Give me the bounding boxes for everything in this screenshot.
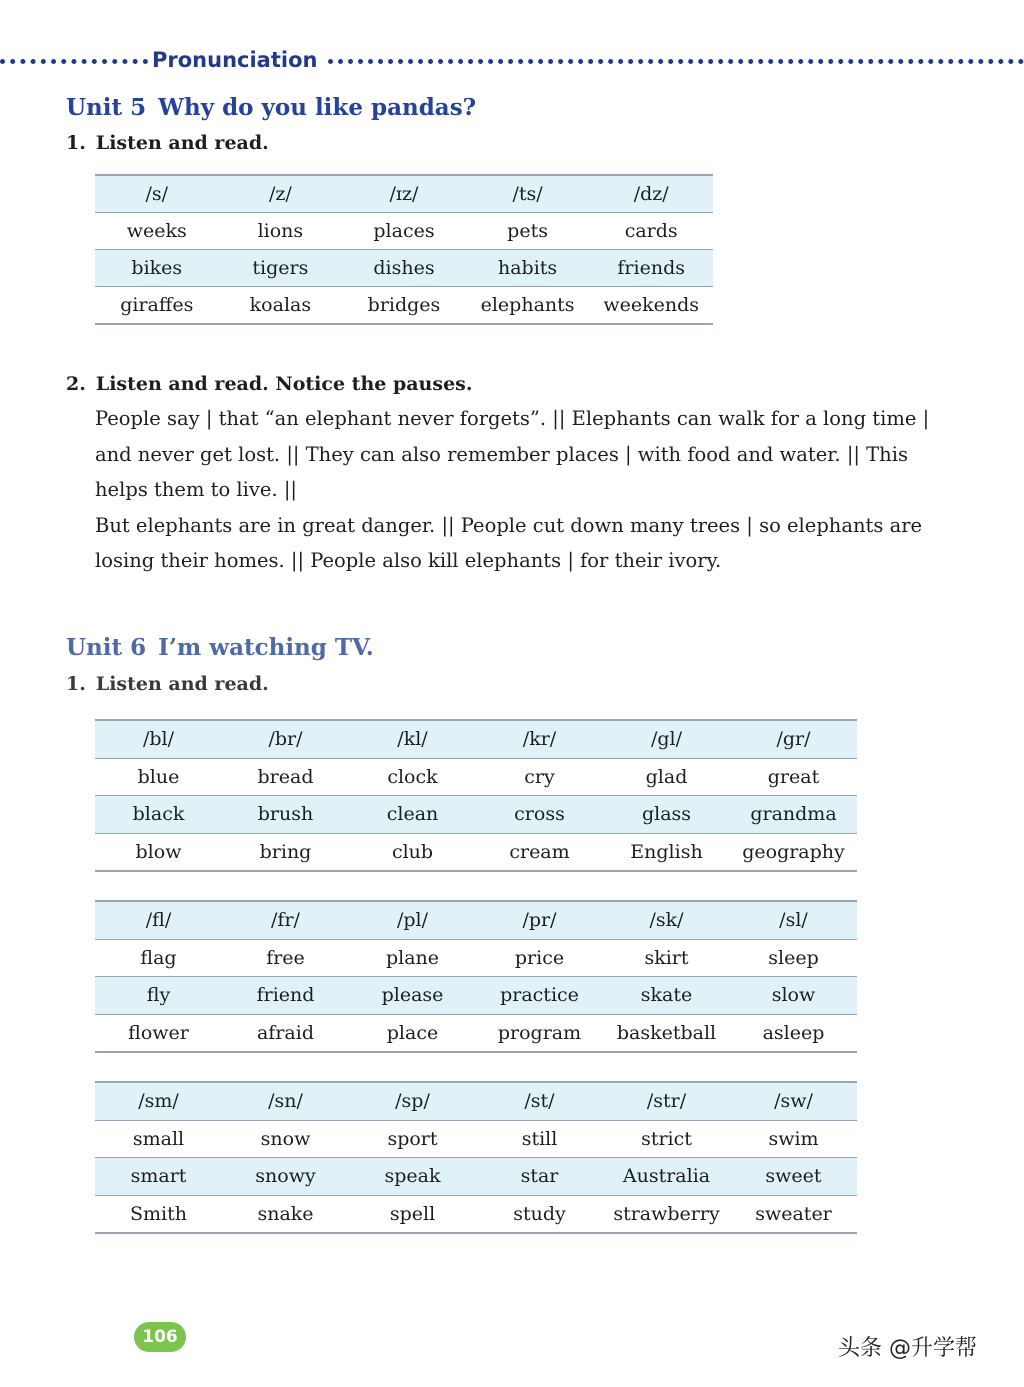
sound-symbol: /dz/ (589, 175, 713, 213)
word-row (95, 1158, 857, 1196)
example-word: glad (603, 758, 730, 796)
sound-symbol: /br/ (222, 720, 349, 758)
example-word: tigers (219, 250, 343, 287)
sound-symbol: /ɪz/ (342, 175, 466, 213)
sound-symbol: /pr/ (476, 901, 603, 939)
example-word: bridges (367, 294, 441, 316)
unit6-heading (66, 633, 374, 663)
sound-header-row (95, 720, 857, 758)
sound-symbol: /pl/ (349, 901, 476, 939)
sound-symbol: /bl/ (95, 720, 222, 758)
example-word: cry (476, 758, 603, 796)
example-word: geography (742, 840, 845, 863)
reading-passage (95, 401, 965, 579)
example-word: star (476, 1158, 603, 1196)
sound-symbol: /z/ (219, 175, 343, 213)
unit5-title: Why do you like pandas? (158, 94, 477, 121)
word-row (95, 758, 857, 796)
example-word: bread (222, 758, 349, 796)
example-word: cross (476, 796, 603, 834)
example-word: weekends (603, 294, 700, 316)
unit5-task2 (66, 372, 472, 396)
example-word: elephants (480, 294, 575, 316)
example-word: Smith (130, 1202, 187, 1225)
task-number: 1. (66, 673, 86, 695)
example-word: speak (349, 1158, 476, 1196)
example-word: dishes (342, 250, 466, 287)
sound-header-row (95, 901, 857, 939)
example-word: clean (349, 796, 476, 834)
sound-symbol: /sp/ (349, 1082, 476, 1120)
example-word: sport (349, 1120, 476, 1158)
example-word: smart (95, 1158, 222, 1196)
example-word: strict (603, 1120, 730, 1158)
example-word: lions (219, 213, 343, 250)
passage-paragraph-2: But elephants are in great danger. || People cut down many trees | so elephants are losing their homes. || People also kill elephants | for their ivory. (95, 513, 923, 572)
example-word: practice (476, 977, 603, 1015)
example-word: fly (95, 977, 222, 1015)
example-word: snow (222, 1120, 349, 1158)
unit6-sound-table-2 (95, 900, 857, 1053)
word-row (95, 1195, 857, 1233)
section-title: Pronunciation (152, 48, 318, 72)
sound-symbol: /sk/ (603, 901, 730, 939)
task-instruction: Listen and read. Notice the pauses. (95, 373, 473, 395)
unit5-heading (66, 93, 476, 123)
word-row (95, 796, 857, 834)
sound-symbol: /ts/ (466, 175, 590, 213)
example-word: still (476, 1120, 603, 1158)
sound-symbol: /sm/ (95, 1082, 222, 1120)
task-number: 2. (66, 373, 86, 395)
sound-symbol: /fl/ (95, 901, 222, 939)
sound-header-row (95, 1082, 857, 1120)
task-instruction: Listen and read. (95, 673, 269, 695)
example-word: spell (389, 1202, 436, 1225)
example-word: places (342, 213, 466, 250)
example-word: free (222, 939, 349, 977)
word-row (95, 833, 857, 871)
sound-symbol: /kl/ (349, 720, 476, 758)
example-word: slow (730, 977, 857, 1015)
example-word: sweet (730, 1158, 857, 1196)
example-word: sweater (755, 1202, 832, 1225)
unit6-sound-table-3 (95, 1081, 857, 1234)
example-word: swim (730, 1120, 857, 1158)
example-word: flower (128, 1021, 189, 1044)
word-row (95, 213, 713, 250)
example-word: skate (603, 977, 730, 1015)
sound-symbol: /str/ (603, 1082, 730, 1120)
sound-symbol: /s/ (95, 175, 219, 213)
example-word: koalas (249, 294, 312, 316)
unit6-number: Unit 6 (66, 634, 147, 661)
unit5-task1 (66, 131, 269, 155)
sound-symbol: /sn/ (222, 1082, 349, 1120)
example-word: study (513, 1202, 566, 1225)
example-word: weeks (95, 213, 219, 250)
watermark: 头条 @升学帮 (838, 1336, 977, 1361)
example-word: cream (509, 840, 570, 863)
word-row (95, 1014, 857, 1052)
example-word: friends (589, 250, 713, 287)
example-word: club (391, 840, 434, 863)
example-word: sleep (730, 939, 857, 977)
page-number-badge: 106 (134, 1322, 186, 1352)
word-row (95, 977, 857, 1015)
example-word: snowy (222, 1158, 349, 1196)
sound-symbol: /kr/ (476, 720, 603, 758)
example-word: basketball (616, 1021, 717, 1044)
sound-symbol: /fr/ (222, 901, 349, 939)
example-word: great (730, 758, 857, 796)
sound-symbol: /gr/ (730, 720, 857, 758)
example-word: cards (589, 213, 713, 250)
sound-symbol: /st/ (476, 1082, 603, 1120)
example-word: blow (135, 840, 182, 863)
unit6-title: I’m watching TV. (158, 634, 374, 661)
example-word: habits (466, 250, 590, 287)
example-word: glass (603, 796, 730, 834)
example-word: skirt (603, 939, 730, 977)
example-word: English (630, 840, 703, 863)
example-word: pets (466, 213, 590, 250)
example-word: giraffes (120, 294, 194, 316)
example-word: asleep (762, 1021, 825, 1044)
unit6-sound-table-1 (95, 719, 857, 872)
sound-symbol: /sw/ (730, 1082, 857, 1120)
sound-symbol: /gl/ (603, 720, 730, 758)
example-word: bring (259, 840, 312, 863)
example-word: brush (222, 796, 349, 834)
example-word: program (497, 1021, 582, 1044)
example-word: Australia (603, 1158, 730, 1196)
word-row (95, 1120, 857, 1158)
unit5-sound-table (95, 174, 713, 325)
example-word: afraid (256, 1021, 314, 1044)
example-word: plane (349, 939, 476, 977)
word-row (95, 287, 713, 325)
banner-dots-left (0, 59, 148, 64)
unit5-number: Unit 5 (66, 94, 147, 121)
sound-header-row (95, 175, 713, 213)
example-word: price (476, 939, 603, 977)
example-word: grandma (730, 796, 857, 834)
example-word: place (386, 1021, 439, 1044)
example-word: clock (349, 758, 476, 796)
task-instruction: Listen and read. (95, 132, 269, 154)
example-word: please (349, 977, 476, 1015)
banner-dots-right (328, 59, 1024, 64)
word-row (95, 939, 857, 977)
example-word: snake (257, 1202, 314, 1225)
sound-symbol: /sl/ (730, 901, 857, 939)
passage-paragraph-1: People say | that “an elephant never forgets”. || Elephants can walk for a long time | and never get lost. || They can also remember places | with food and water. || This helps them to live. || (95, 407, 930, 501)
example-word: blue (95, 758, 222, 796)
example-word: bikes (95, 250, 219, 287)
unit6-task1 (66, 672, 269, 696)
example-word: flag (95, 939, 222, 977)
example-word: black (95, 796, 222, 834)
word-row (95, 250, 713, 287)
example-word: strawberry (613, 1202, 720, 1225)
example-word: small (95, 1120, 222, 1158)
example-word: friend (222, 977, 349, 1015)
task-number: 1. (66, 132, 86, 154)
section-banner (0, 46, 1024, 74)
